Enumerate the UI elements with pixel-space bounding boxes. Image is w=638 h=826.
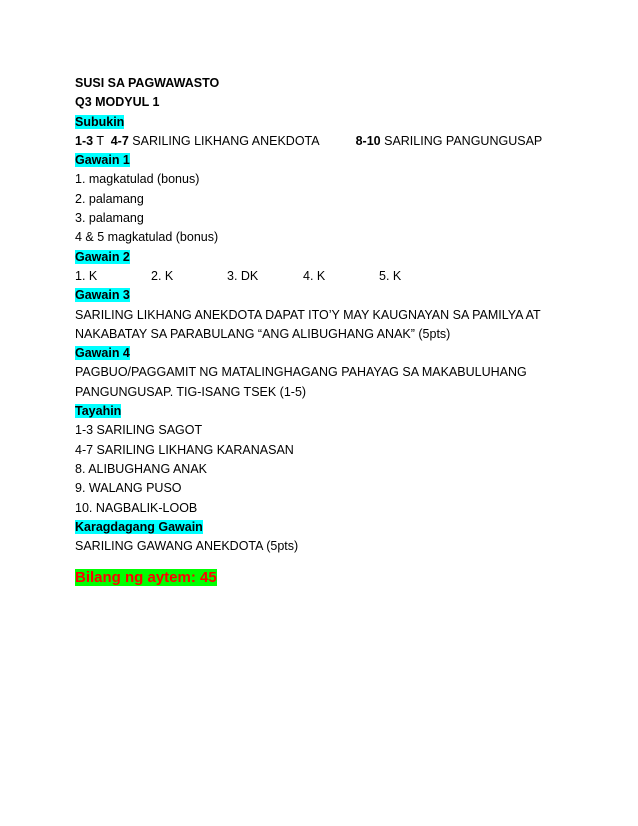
section-gawain1-heading	[75, 151, 598, 170]
gawain4-line: PANGUNGUSAP. TIG-ISANG TSEK (1-5)	[75, 384, 307, 399]
subukin-range-c: 8-10	[355, 133, 381, 148]
karagdagan-line: SARILING GAWANG ANEKDOTA (5pts)	[75, 539, 299, 554]
tayahin-item: 4-7 SARILING LIKHANG KARANASAN	[75, 442, 294, 457]
gawain2-item: 4. K	[303, 268, 326, 283]
subukin-answer-b: SARILING LIKHANG ANEKDOTA	[132, 133, 320, 148]
gawain3-heading: Gawain 3	[75, 288, 130, 303]
section-gawain2-heading	[75, 248, 598, 267]
gawain4-line: PAGBUO/PAGGAMIT NG MATALINGHAGANG PAHAYAG SA MAKABULUHANG	[75, 365, 527, 380]
subukin-answer-c: SARILING PANGUNGUSAP	[384, 133, 543, 148]
gawain1-item: 2. palamang	[75, 191, 144, 206]
tayahin-item: 8. ALIBUGHANG ANAK	[75, 461, 207, 476]
subukin-range-b: 4-7	[110, 133, 129, 148]
total-items: Bilang ng aytem: 45	[75, 569, 217, 587]
section-karagdagan-heading	[75, 518, 598, 537]
subukin-answer-a: T	[96, 133, 104, 148]
gawain2-item: 3. DK	[227, 268, 259, 283]
karagdagan-heading: Karagdagang Gawain	[75, 519, 203, 534]
gawain4-heading: Gawain 4	[75, 346, 130, 361]
gawain3-line: SARILING LIKHANG ANEKDOTA DAPAT ITO’Y MAY KAUGNAYAN SA PAMILYA AT	[75, 307, 541, 322]
gawain3-line: NAKABATAY SA PARABULANG “ANG ALIBUGHANG ANAK” (5pts)	[75, 326, 451, 341]
gawain2-item: 2. K	[151, 268, 174, 283]
subukin-range-a: 1-3	[75, 133, 94, 148]
gawain1-item: 4 & 5 magkatulad (bonus)	[75, 230, 219, 245]
tayahin-item: 9. WALANG PUSO	[75, 481, 182, 496]
gawain1-heading: Gawain 1	[75, 153, 130, 168]
gawain2-item: 1. K	[75, 268, 98, 283]
tayahin-heading: Tayahin	[75, 404, 122, 419]
gawain1-item: 3. palamang	[75, 211, 144, 226]
subukin-heading: Subukin	[75, 114, 125, 129]
section-tayahin-heading	[75, 402, 598, 421]
doc-subtitle: Q3 MODYUL 1	[75, 95, 160, 110]
gawain2-answers	[75, 267, 598, 286]
tayahin-item: 10. NAGBALIK-LOOB	[75, 500, 198, 515]
section-gawain3-heading	[75, 286, 598, 305]
total-items-line	[75, 568, 598, 588]
gawain2-heading: Gawain 2	[75, 249, 130, 264]
subukin-answers	[75, 132, 598, 151]
section-subukin-heading	[75, 113, 598, 132]
gawain1-item: 1. magkatulad (bonus)	[75, 172, 200, 187]
tayahin-item: 1-3 SARILING SAGOT	[75, 423, 203, 438]
doc-title: SUSI SA PAGWAWASTO	[75, 76, 220, 90]
section-gawain4-heading	[75, 344, 598, 363]
gawain2-item: 5. K	[379, 268, 402, 283]
